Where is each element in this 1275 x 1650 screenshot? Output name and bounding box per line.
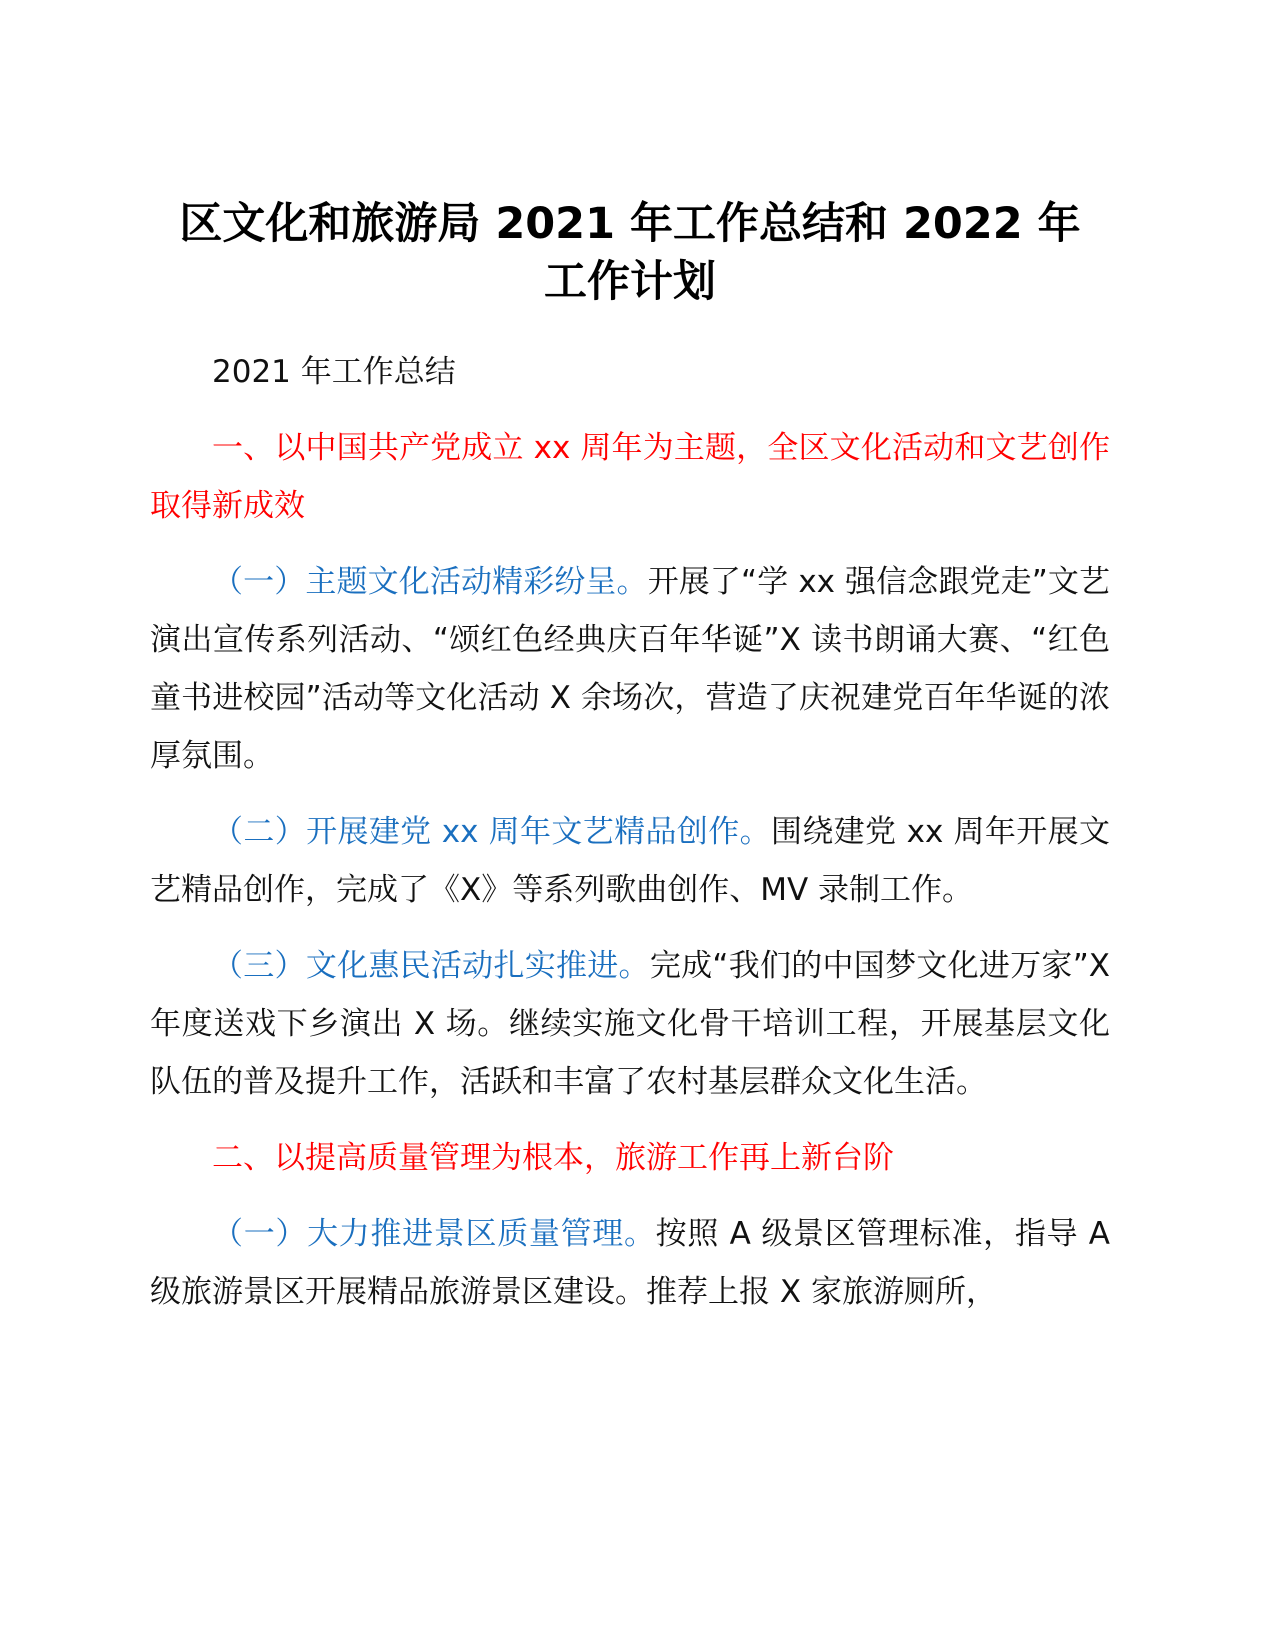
section-1-item-1-lead: （一）主题文化活动精彩纷呈。 xyxy=(212,564,648,600)
section-1-item-3-lead: （三）文化惠民活动扎实推进。 xyxy=(212,948,650,984)
section-1-item-1 xyxy=(150,553,1110,785)
section-1-item-2-lead: （二）开展建党 xx 周年文艺精品创作。 xyxy=(212,814,771,850)
section-2-heading: 二、以提高质量管理为根本，旅游工作再上新台阶 xyxy=(212,1140,894,1176)
section-1-item-2-body: 围绕建党 xx 周年开展文艺精品创作，完成了《X》等系列歌曲创作、MV 录制工作。 xyxy=(150,814,1110,908)
title-line-2: 工作计划 xyxy=(544,257,716,307)
summary-subtitle: 2021 年工作总结 xyxy=(212,354,456,390)
section-1-item-3-body: 完成“我们的中国梦文化进万家”X 年度送戏下乡演出 X 场。继续实施文化骨干培训工程，开展基层文化队伍的普及提升工作，活跃和丰富了农村基层群众文化生活。 xyxy=(150,948,1111,1100)
section-2-item-1 xyxy=(150,1205,1110,1321)
section-1-heading: 一、以中国共产党成立 xx 周年为主题，全区文化活动和文艺创作取得新成效 xyxy=(150,430,1110,524)
section-2-item-1-body: 按照 A 级景区管理标准，指导 A 级旅游景区开展精品旅游景区建设。推荐上报 X 家旅游厕所， xyxy=(150,1216,1110,1310)
section-2-item-1-lead: （一）大力推进景区质量管理。 xyxy=(212,1216,656,1252)
document-title xyxy=(150,195,1110,311)
document-page xyxy=(150,195,1110,1339)
title-line-1: 区文化和旅游局 2021 年工作总结和 2022 年 xyxy=(179,199,1081,249)
section-1-item-1-body: 开展了“学 xx 强信念跟党走”文艺演出宣传系列活动、“颂红色经典庆百年华诞”X 读书朗诵大赛、“红色童书进校园”活动等文化活动 X 余场次，营造了庆祝建党百年华诞的浓厚氛围。 xyxy=(150,564,1111,774)
section-1-item-2 xyxy=(150,803,1110,919)
section-1-item-3 xyxy=(150,937,1110,1111)
